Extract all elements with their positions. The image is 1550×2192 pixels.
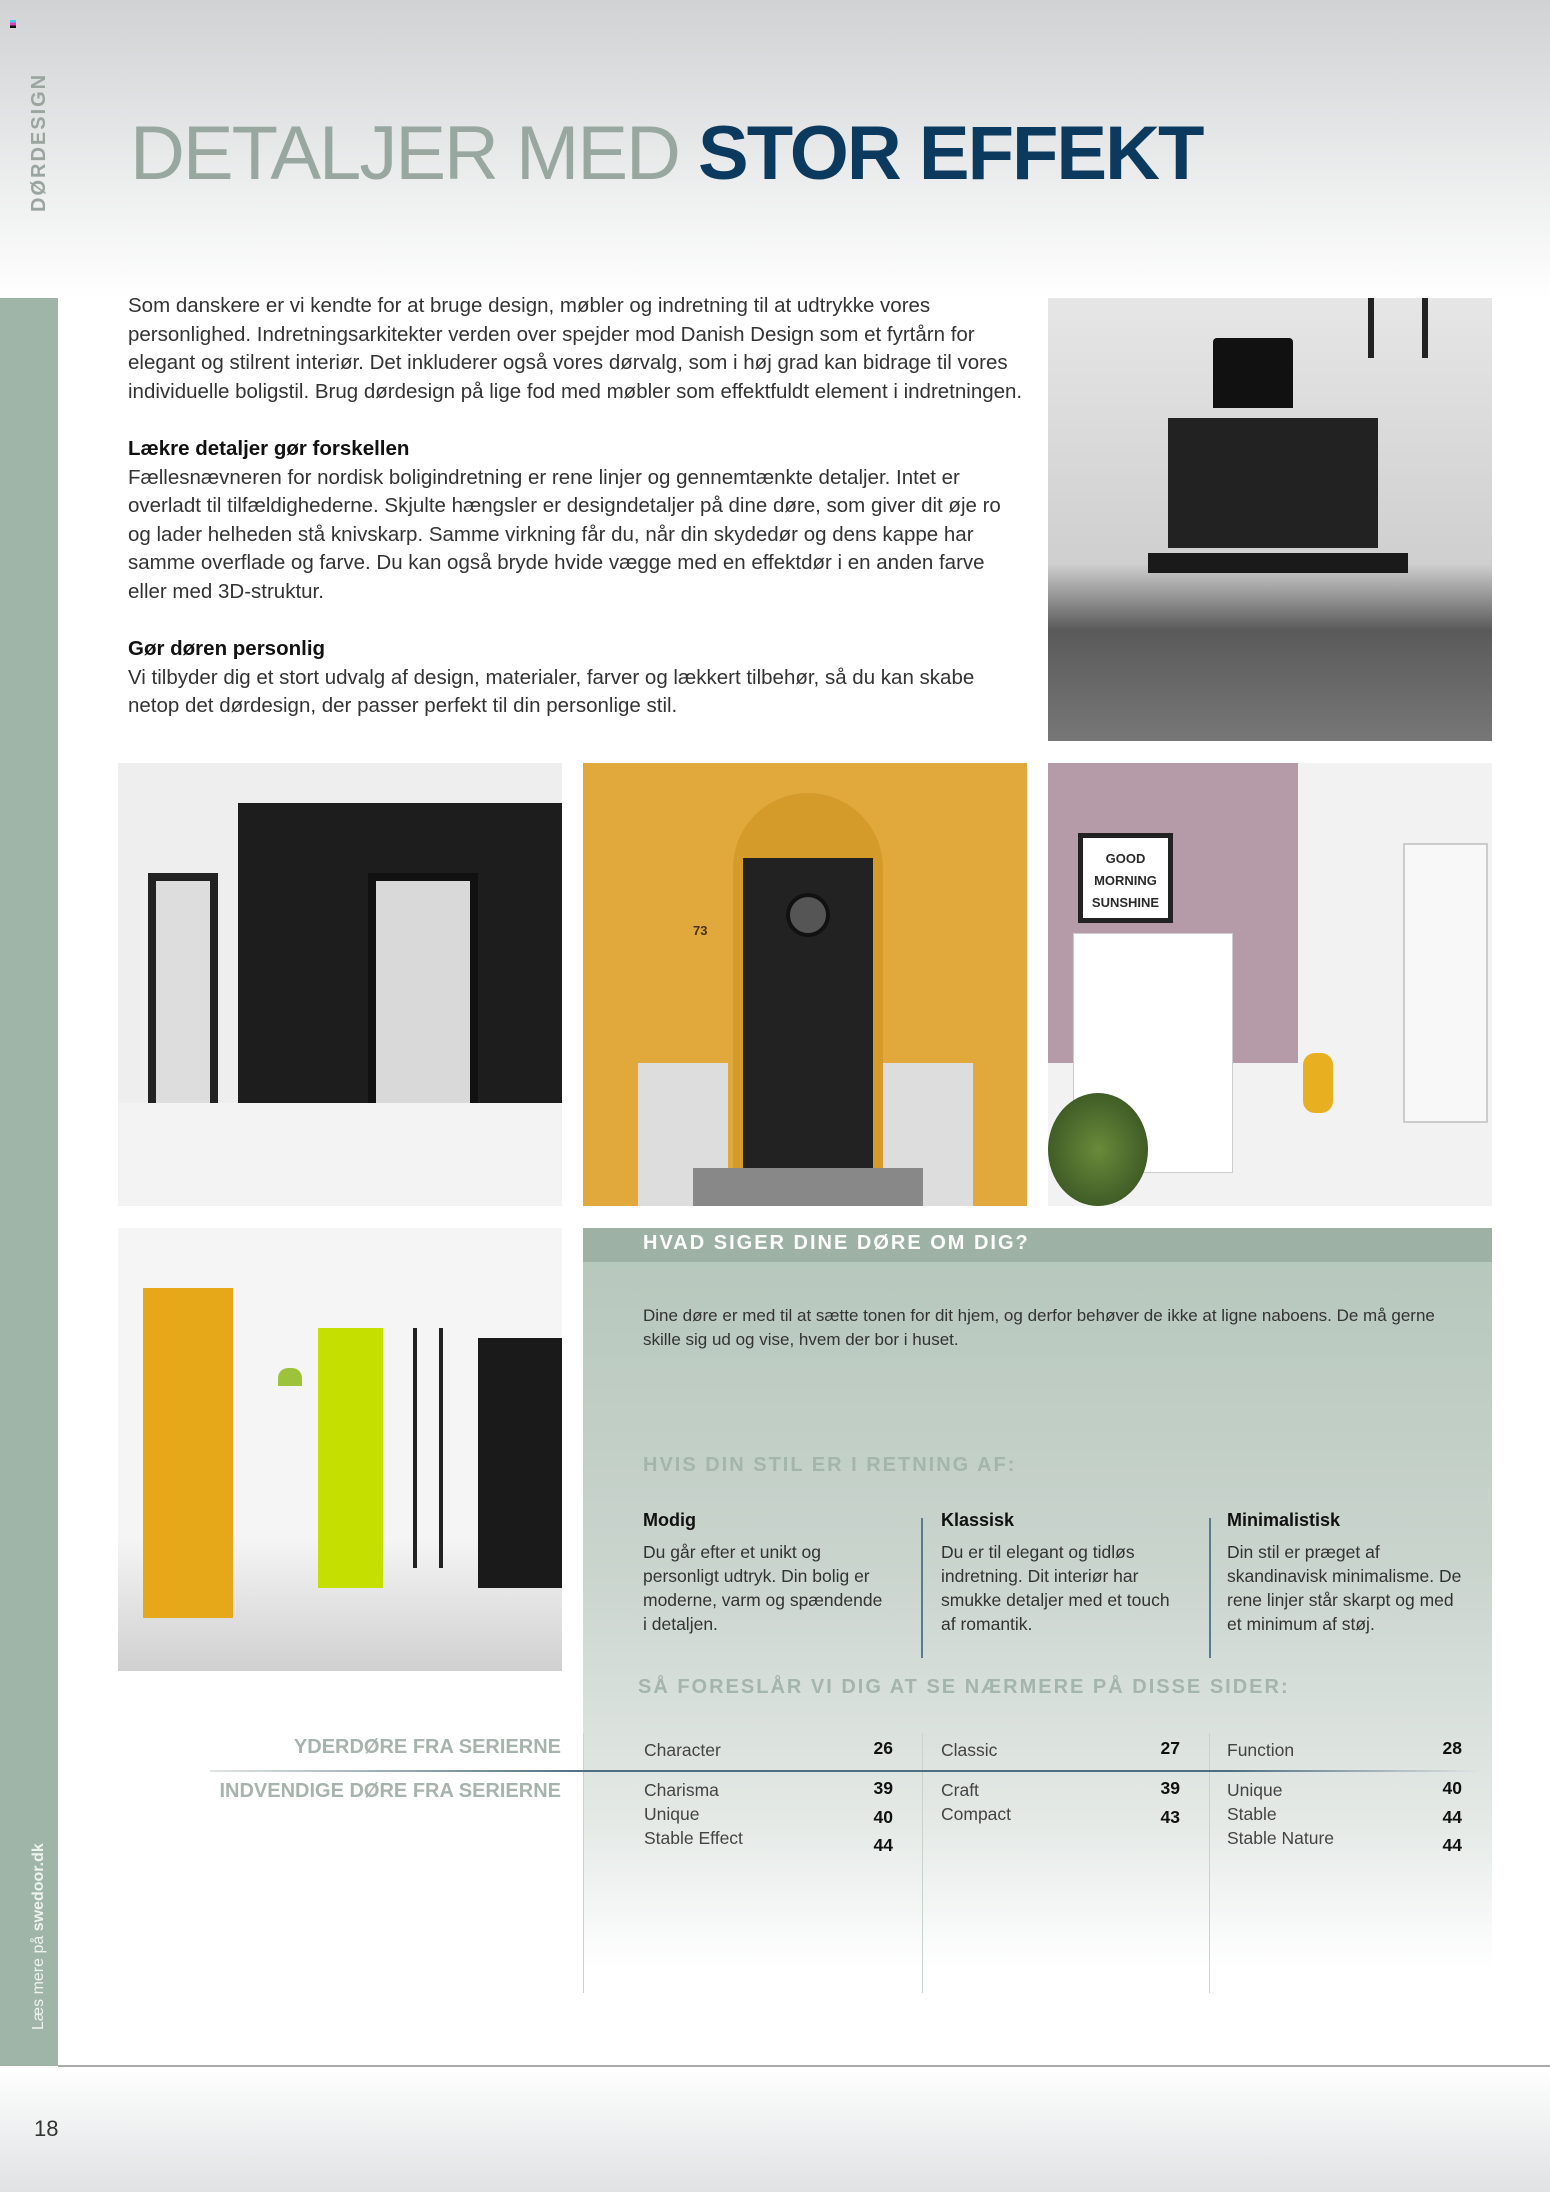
page-number: 18: [34, 2116, 59, 2141]
outer-doors-label: YDERDØRE FRA SERIERNE: [293, 1736, 561, 1758]
print-color-marks: [10, 20, 16, 28]
page-ref: 44: [1442, 1835, 1462, 1855]
series-link[interactable]: Classic: [941, 1740, 998, 1760]
style-text: Din stil er præget af skandinavisk minimalisme. De rene linjer står skarpt og med et minimum af støj.: [1227, 1542, 1462, 1634]
series-link[interactable]: Character: [644, 1740, 721, 1760]
style-klassisk: [941, 1508, 1181, 1636]
style-name: Minimalistisk: [1227, 1510, 1341, 1530]
intro-text: [128, 292, 1028, 750]
series-link[interactable]: Function: [1227, 1740, 1295, 1760]
column-divider: [922, 1733, 923, 1993]
page-ref: 44: [873, 1835, 893, 1855]
series-divider: [210, 1770, 1480, 1772]
page-ref: 44: [1442, 1807, 1462, 1827]
read-more-link[interactable]: [30, 1843, 48, 2030]
panel-title: HVAD SIGER DINE DØRE OM DIG?: [583, 1228, 1492, 1262]
style-name: Klassisk: [941, 1510, 1015, 1530]
column-divider: [1209, 1733, 1210, 1993]
paragraph: Vi tilbyder dig et stort udvalg af design, materialer, farver og lækkert tilbehør, så du kan skabe netop det dørdesign, der passer perfekt til din personlige stil.: [128, 665, 975, 718]
paragraph: Fællesnævneren for nordisk boligindretning er rene linjer og gennemtænkte detaljer. Intet er overladt til tilfældighederne. Skjulte hængsler er designdetaljer på dine døre, som giver dit øje ro og lader helheden stå knivskarp. Samme virkning får du, når din skydedør og dens kappe har samme overflade og farve. Du kan også bryde hvide vægge med en effektdør i en anden farve eller med 3D-struktur.: [128, 465, 1001, 603]
style-modig: [643, 1508, 883, 1636]
page-ref: 43: [1160, 1807, 1180, 1827]
page-ref: 39: [873, 1778, 893, 1798]
site-name[interactable]: swedoor.dk: [30, 1843, 47, 1932]
footer-divider: [58, 2065, 1550, 2067]
column-divider: [921, 1518, 923, 1658]
page-ref: 27: [1160, 1738, 1180, 1758]
sidebar-band: [0, 298, 58, 2066]
page-ref: 26: [873, 1738, 893, 1758]
photo-front-door: [583, 763, 1027, 1206]
style-guide-panel: [583, 1228, 1492, 1968]
style-minimalistisk: [1227, 1508, 1467, 1636]
page-ref: 28: [1442, 1738, 1462, 1758]
series-link[interactable]: Stable Effect: [644, 1828, 743, 1848]
lightbox-sign: GOOD MORNING SUNSHINE: [1078, 833, 1173, 923]
photo-bedroom-doors: [118, 763, 562, 1206]
inner-doors-label: INDVENDIGE DØRE FRA SERIERNE: [219, 1780, 561, 1802]
suggest-heading: SÅ FORESLÅR VI DIG AT SE NÆRMERE PÅ DISSE SIDER:: [638, 1676, 1290, 1698]
footer-background: [0, 2066, 1550, 2192]
house-number: 73: [693, 923, 708, 938]
photo-colored-doors: [118, 1228, 562, 1671]
series-link[interactable]: Stable Nature: [1227, 1828, 1335, 1848]
column-divider: [583, 1733, 584, 1993]
panel-intro: Dine døre er med til at sætte tonen for dit hjem, og derfor behøver de ikke at ligne naboens. De må gerne skille sig ud og vise, hvem der bor i huset.: [643, 1306, 1435, 1349]
series-link[interactable]: Stable: [1227, 1804, 1277, 1824]
subheading: Lækre detaljer gør forskellen: [128, 436, 410, 460]
section-label: DØRDESIGN: [28, 72, 50, 212]
title-light: DETALJER MED: [130, 111, 679, 196]
page-ref: 40: [873, 1807, 893, 1827]
page-ref: 39: [1160, 1778, 1180, 1798]
series-link[interactable]: Unique: [1227, 1780, 1283, 1800]
photo-hallway: [1048, 763, 1492, 1206]
paragraph: Som danskere er vi kendte for at bruge design, møbler og indretning til at udtrykke vores personlighed. Indretningsarkitekter verden over spejder mod Danish Design som et fyrtårn for elegant og stilrent interiør. Det inkluderer også vores dørvalg, som i høj grad kan bidrage til vores individuelle boligstil. Brug dørdesign på lige fod med møbler som effektfuldt element i indretningen.: [128, 294, 1023, 403]
title-bold: STOR EFFEKT: [698, 111, 1203, 196]
column-divider: [1209, 1518, 1211, 1658]
series-link[interactable]: Unique: [644, 1804, 700, 1824]
series-link[interactable]: Compact: [941, 1804, 1012, 1824]
style-text: Du går efter et unikt og personligt udtryk. Din bolig er moderne, varm og spændende i detaljen.: [643, 1542, 883, 1634]
style-name: Modig: [643, 1510, 696, 1530]
page-title: [130, 110, 1202, 197]
style-text: Du er til elegant og tidløs indretning. Dit interiør har smukke detaljer med et touch af romantik.: [941, 1542, 1170, 1634]
photo-dining-room: [1048, 298, 1492, 741]
series-link[interactable]: Charisma: [644, 1780, 719, 1800]
style-heading: HVIS DIN STIL ER I RETNING AF:: [643, 1454, 1017, 1476]
series-link[interactable]: Craft: [941, 1780, 979, 1800]
page-ref: 40: [1442, 1778, 1462, 1798]
subheading: Gør døren personlig: [128, 637, 326, 661]
read-more-text: Læs mere på: [30, 1931, 47, 2030]
